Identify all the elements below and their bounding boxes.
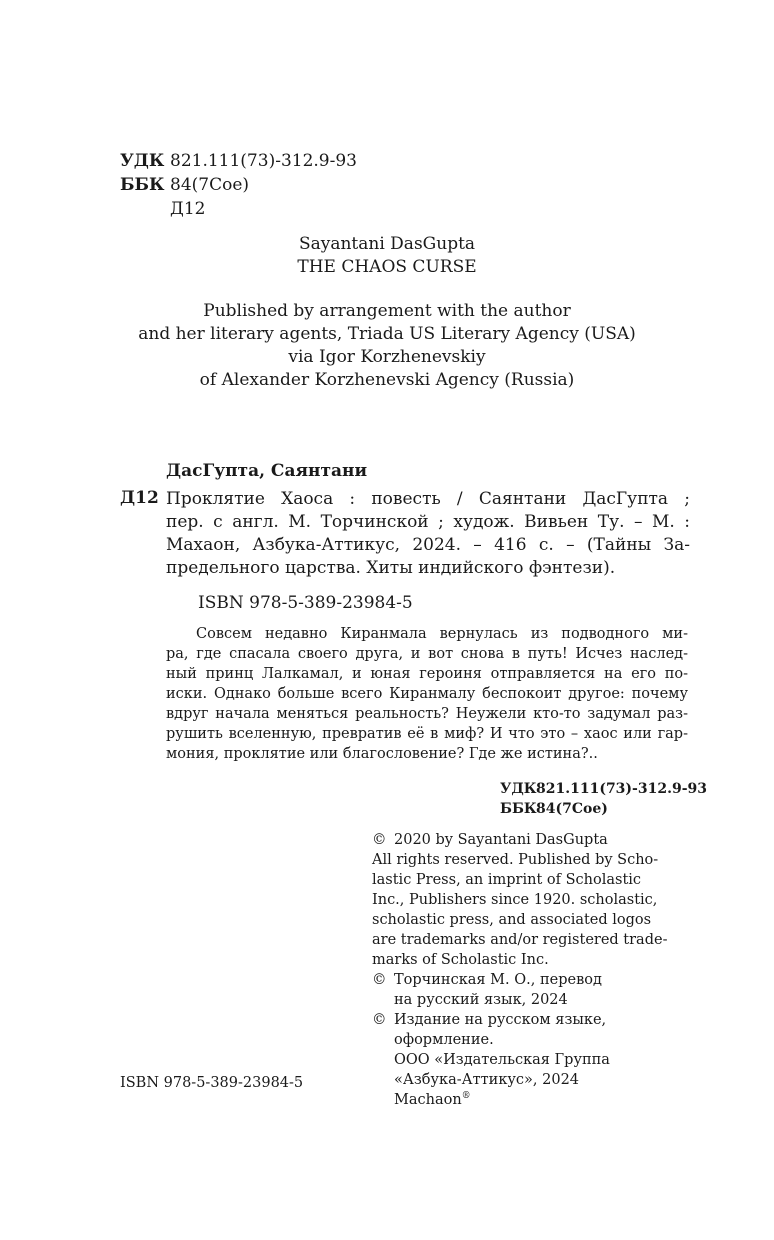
original-title: THE CHAOS CURSE [297,257,477,277]
copyright-symbol: © [372,1012,387,1028]
copyright-line: All rights reserved. Published by Scho- [372,852,659,868]
copyright-line: Inc., Publishers since 1920. scholastic, [372,892,658,908]
biblio-line: Махаон, Азбука-Аттикус, 2024. – 416 с. – (Тайны За- [166,535,690,555]
arrangement-line: Published by arrangement with the author [203,301,571,321]
biblio-line: Проклятие Хаоса : повесть / Саянтани ДасГупта ; [166,489,690,509]
annotation-line: мония, проклятие или благословение? Где же истина?.. [166,746,598,762]
bbk-code: 84(7Сое) [170,175,250,195]
arrangement-line: via Igor Korzhenevskiy [288,347,486,367]
bbk-label-small: ББК [500,801,537,817]
copyright-line: оформление. [394,1032,494,1048]
original-author: Sayantani DasGupta [298,234,476,254]
annotation-line: ра, где спасала своего друга, и вот снова в путь! Исчез наслед- [166,646,688,662]
annotation-line: ный принц Лалкамал, и юная героиня отправляется на его по- [166,666,688,682]
bibliographic-code: Д12 [120,488,159,508]
copyright-symbol: © [372,832,387,848]
author-heading: ДасГупта, Саянтани [166,461,368,481]
copyright-block [372,830,690,1110]
bbk-code-small: 84(7Сое) [536,801,608,817]
copyright-line: are trademarks and/or registered trade- [372,932,668,948]
copyright-edition [372,1010,690,1110]
copyright-original [372,830,690,850]
copyright-line: «Азбука-Аттикус», 2024 [394,1072,580,1088]
arrangement-line: of Alexander Korzhenevski Agency (Russia) [199,370,575,390]
copyright-translation [372,970,690,1010]
author-mark: Д12 [170,199,206,219]
copyright-line: 2020 by Sayantani DasGupta [394,832,608,848]
copyright-line: Торчинская М. О., перевод [394,972,602,988]
bibliographic-description [166,488,690,580]
bbk-label: ББК [120,175,165,195]
copyright-line: scholastic press, and associated logos [372,912,652,928]
imprint-name: Machaon [394,1092,462,1108]
udk-code: 821.111(73)-312.9-93 [170,151,357,171]
copyright-line: marks of Scholastic Inc. [372,952,549,968]
imprint-line [394,1090,690,1110]
copyright-line: lastic Press, an imprint of Scholastic [372,872,642,888]
biblio-line: пер. с англ. М. Торчинской ; худож. Вивьен Ту. – М. : [166,512,690,532]
arrangement-notice [0,300,774,392]
copyright-symbol: © [372,972,387,988]
copyright-line: Издание на русском языке, [394,1012,607,1028]
copyright-line: на русский язык, 2024 [394,992,568,1008]
arrangement-line: and her literary agents, Triada US Literary Agency (USA) [138,324,636,344]
isbn-main: ISBN 978-5-389-23984-5 [198,593,413,613]
original-title-block [0,233,774,279]
registered-mark: ® [461,1091,471,1102]
biblio-line: предельного царства. Хиты индийского фэнтези). [166,558,616,578]
copyright-line: ООО «Издательская Группа [394,1052,610,1068]
annotation-line: вдруг начала меняться реальность? Неужели кто-то задумал раз- [166,706,688,722]
udk-label-small: УДК [500,781,537,797]
isbn-bottom: ISBN 978-5-389-23984-5 [120,1075,304,1091]
annotation-line: Совсем недавно Киранмала вернулась из подводного ми- [196,626,688,642]
classification-small [500,780,707,820]
annotation [166,624,688,764]
annotation-line: рушить вселенную, превратив её в миф? И что это – хаос или гар- [166,726,688,742]
udk-code-small: 821.111(73)-312.9-93 [536,781,707,797]
classification-block [120,150,357,222]
annotation-line: иски. Однако больше всего Киранмалу беспокоит другое: почему [166,686,688,702]
udk-label: УДК [120,151,165,171]
